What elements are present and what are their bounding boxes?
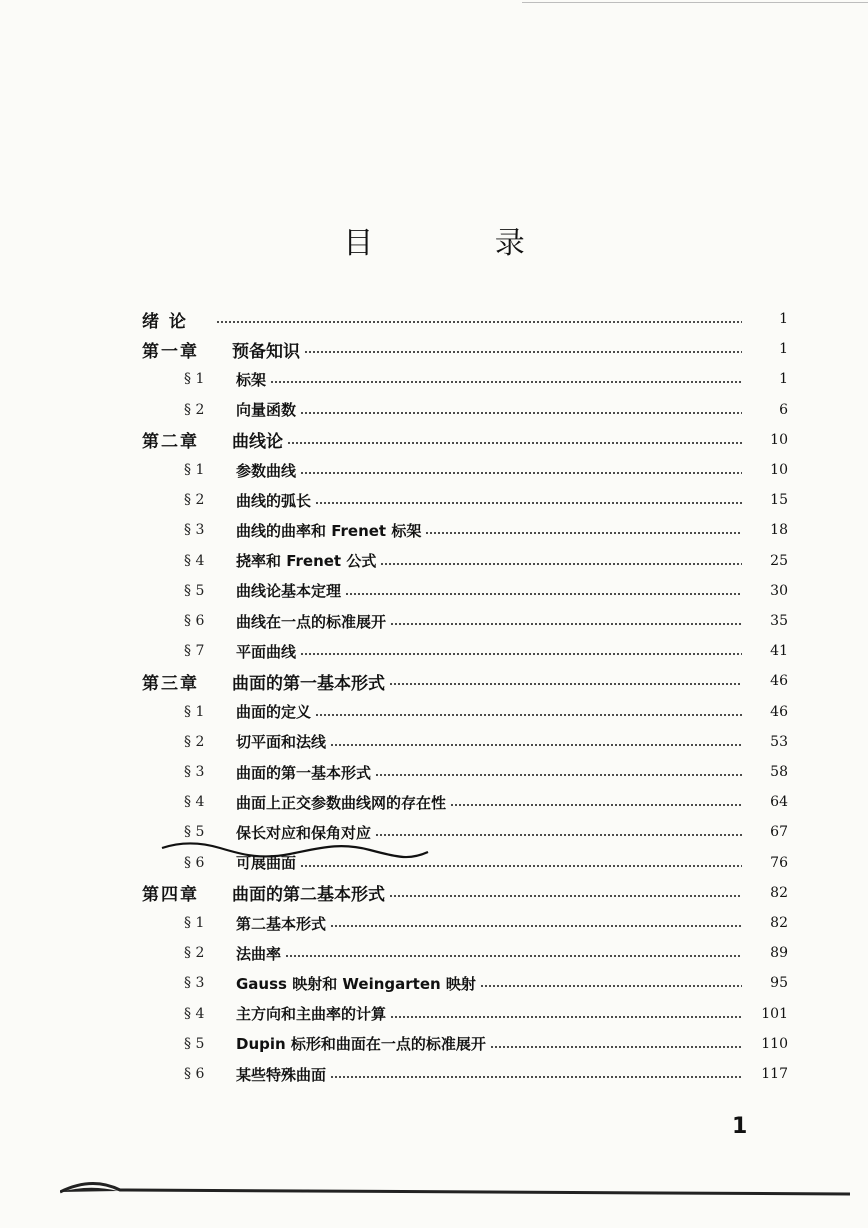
handwritten-underline bbox=[160, 838, 430, 864]
toc-section-entry[interactable] bbox=[0, 757, 868, 787]
toc-chapter-entry[interactable] bbox=[0, 304, 868, 334]
section-number: § 3 bbox=[184, 522, 205, 539]
entry-title: 挠率和 Frenet 公式 bbox=[236, 552, 377, 571]
leader-dots bbox=[300, 653, 742, 655]
leader-dots bbox=[330, 744, 742, 746]
entry-title: 切平面和法线 bbox=[236, 733, 327, 752]
leader-dots bbox=[389, 895, 742, 897]
section-number: § 4 bbox=[184, 1005, 205, 1022]
entry-title: 曲面的第二基本形式 bbox=[232, 885, 385, 906]
leader-dots bbox=[375, 774, 742, 776]
entry-title: 可展曲面 bbox=[236, 854, 297, 873]
leader-dots bbox=[216, 321, 742, 323]
page-ref: 18 bbox=[770, 522, 788, 539]
toc-section-entry[interactable] bbox=[0, 636, 868, 666]
page-title: 目 录 bbox=[343, 226, 581, 261]
leader-dots bbox=[330, 1076, 742, 1078]
section-number: § 4 bbox=[184, 552, 205, 569]
leader-dots bbox=[330, 925, 742, 927]
leader-dots bbox=[425, 532, 742, 534]
toc-section-entry[interactable] bbox=[0, 485, 868, 515]
toc-section-entry[interactable] bbox=[0, 576, 868, 606]
leader-dots bbox=[287, 442, 742, 444]
page-ref: 117 bbox=[761, 1066, 788, 1082]
toc-section-entry[interactable] bbox=[0, 455, 868, 485]
page-ref: 1 bbox=[779, 371, 788, 388]
toc-chapter-entry[interactable] bbox=[0, 334, 868, 364]
toc-chapter-entry[interactable] bbox=[0, 666, 868, 696]
entry-title: Dupin 标形和曲面在一点的标准展开 bbox=[236, 1035, 486, 1054]
leader-dots bbox=[315, 714, 742, 716]
section-number: § 2 bbox=[184, 945, 205, 962]
entry-title: 预备知识 bbox=[232, 341, 300, 362]
toc-section-entry[interactable] bbox=[0, 1059, 868, 1089]
section-number: § 1 bbox=[184, 915, 205, 931]
page-ref: 25 bbox=[770, 552, 788, 569]
section-number: § 5 bbox=[184, 1035, 205, 1052]
leader-dots bbox=[315, 502, 742, 504]
toc-section-entry[interactable] bbox=[0, 395, 868, 425]
section-number: § 4 bbox=[184, 794, 205, 811]
entry-title: 保长对应和保角对应 bbox=[236, 823, 372, 842]
page-ref: 58 bbox=[770, 764, 788, 780]
section-number: § 1 bbox=[184, 371, 205, 388]
leader-dots bbox=[390, 623, 742, 625]
section-number: § 1 bbox=[184, 703, 205, 720]
leader-dots bbox=[300, 472, 742, 474]
toc-section-entry[interactable] bbox=[0, 546, 868, 576]
page-ref: 35 bbox=[770, 613, 788, 629]
entry-title: 曲面上正交参数曲线网的存在性 bbox=[236, 793, 447, 812]
leader-dots bbox=[390, 1016, 742, 1018]
toc-section-entry[interactable] bbox=[0, 999, 868, 1029]
section-number: § 1 bbox=[184, 462, 205, 478]
chapter-number: 第四章 bbox=[142, 885, 199, 906]
chapter-number: 第二章 bbox=[142, 432, 199, 453]
entry-title: 向量函数 bbox=[236, 401, 297, 420]
entry-title: 曲线论 bbox=[232, 432, 283, 453]
toc-section-entry[interactable] bbox=[0, 968, 868, 998]
page-ref: 10 bbox=[770, 462, 788, 478]
leader-dots bbox=[490, 1046, 742, 1048]
toc-section-entry[interactable] bbox=[0, 697, 868, 727]
entry-title: 平面曲线 bbox=[236, 642, 297, 661]
section-number: § 6 bbox=[184, 613, 205, 629]
toc-section-entry[interactable] bbox=[0, 515, 868, 545]
entry-title: Gauss 映射和 Weingarten 映射 bbox=[236, 974, 476, 993]
page-ref: 95 bbox=[770, 975, 788, 992]
leader-dots bbox=[304, 351, 742, 353]
page-ref: 1 bbox=[779, 341, 788, 358]
toc-section-entry[interactable] bbox=[0, 848, 868, 878]
toc-section-entry[interactable] bbox=[0, 727, 868, 757]
page-ref: 10 bbox=[770, 431, 788, 448]
page-ref: 46 bbox=[770, 673, 788, 690]
page-ref: 110 bbox=[761, 1035, 788, 1052]
entry-title: 曲线的弧长 bbox=[236, 491, 312, 510]
section-number: § 5 bbox=[184, 582, 205, 599]
page-ref: 46 bbox=[770, 703, 788, 720]
toc-section-entry[interactable] bbox=[0, 1029, 868, 1059]
page-ref: 6 bbox=[779, 401, 788, 418]
entry-title: 曲线论基本定理 bbox=[236, 582, 342, 601]
chapter-number: 绪 论 bbox=[142, 311, 188, 332]
leader-dots bbox=[285, 955, 742, 957]
entry-title: 某些特殊曲面 bbox=[236, 1065, 327, 1084]
leader-dots bbox=[270, 381, 742, 383]
toc-section-entry[interactable] bbox=[0, 817, 868, 847]
scan-edge-smudge bbox=[60, 1176, 850, 1198]
entry-title: 曲面的第一基本形式 bbox=[236, 763, 372, 782]
entry-title: 曲面的定义 bbox=[236, 703, 312, 722]
section-number: § 2 bbox=[184, 401, 205, 418]
page-ref: 82 bbox=[770, 915, 788, 931]
page-ref: 1 bbox=[779, 311, 788, 327]
chapter-number: 第三章 bbox=[142, 673, 199, 694]
leader-dots bbox=[300, 865, 742, 867]
page-ref: 76 bbox=[770, 854, 788, 871]
section-number: § 2 bbox=[184, 733, 205, 750]
page-ref: 53 bbox=[770, 733, 788, 750]
entry-title: 法曲率 bbox=[236, 944, 282, 963]
page-ref: 67 bbox=[770, 824, 788, 841]
entry-title: 曲线的曲率和 Frenet 标架 bbox=[236, 521, 422, 540]
page-ref: 89 bbox=[770, 945, 788, 962]
section-number: § 5 bbox=[184, 824, 205, 841]
top-rule bbox=[522, 2, 868, 3]
leader-dots bbox=[300, 412, 742, 414]
section-number: § 6 bbox=[184, 854, 205, 871]
entry-title: 主方向和主曲率的计算 bbox=[236, 1005, 387, 1024]
entry-title: 标架 bbox=[236, 370, 267, 389]
chapter-number: 第一章 bbox=[142, 341, 199, 362]
entry-title: 第二基本形式 bbox=[236, 914, 327, 933]
toc-section-entry[interactable] bbox=[0, 938, 868, 968]
toc-section-entry[interactable] bbox=[0, 908, 868, 938]
leader-dots bbox=[450, 804, 742, 806]
page-ref: 30 bbox=[770, 582, 788, 599]
toc-section-entry[interactable] bbox=[0, 364, 868, 394]
leader-dots bbox=[345, 593, 742, 595]
leader-dots bbox=[480, 985, 742, 987]
toc-section-entry[interactable] bbox=[0, 787, 868, 817]
entry-title: 曲面的第一基本形式 bbox=[232, 673, 385, 694]
section-number: § 3 bbox=[184, 975, 205, 992]
page-number: 1 bbox=[732, 1114, 748, 1139]
toc-section-entry[interactable] bbox=[0, 606, 868, 636]
page-ref: 101 bbox=[761, 1005, 788, 1022]
section-number: § 2 bbox=[184, 492, 205, 509]
page-ref: 41 bbox=[770, 643, 788, 660]
page-ref: 15 bbox=[770, 492, 788, 509]
section-number: § 7 bbox=[184, 643, 205, 660]
leader-dots bbox=[389, 683, 742, 685]
toc-chapter-entry[interactable] bbox=[0, 878, 868, 908]
leader-dots bbox=[380, 563, 742, 565]
page-ref: 64 bbox=[770, 794, 788, 811]
section-number: § 3 bbox=[184, 764, 205, 780]
entry-title: 曲线在一点的标准展开 bbox=[236, 612, 387, 631]
section-number: § 6 bbox=[184, 1066, 205, 1082]
page-ref: 82 bbox=[770, 884, 788, 901]
leader-dots bbox=[375, 834, 742, 836]
entry-title: 参数曲线 bbox=[236, 461, 297, 480]
toc-chapter-entry[interactable] bbox=[0, 425, 868, 455]
